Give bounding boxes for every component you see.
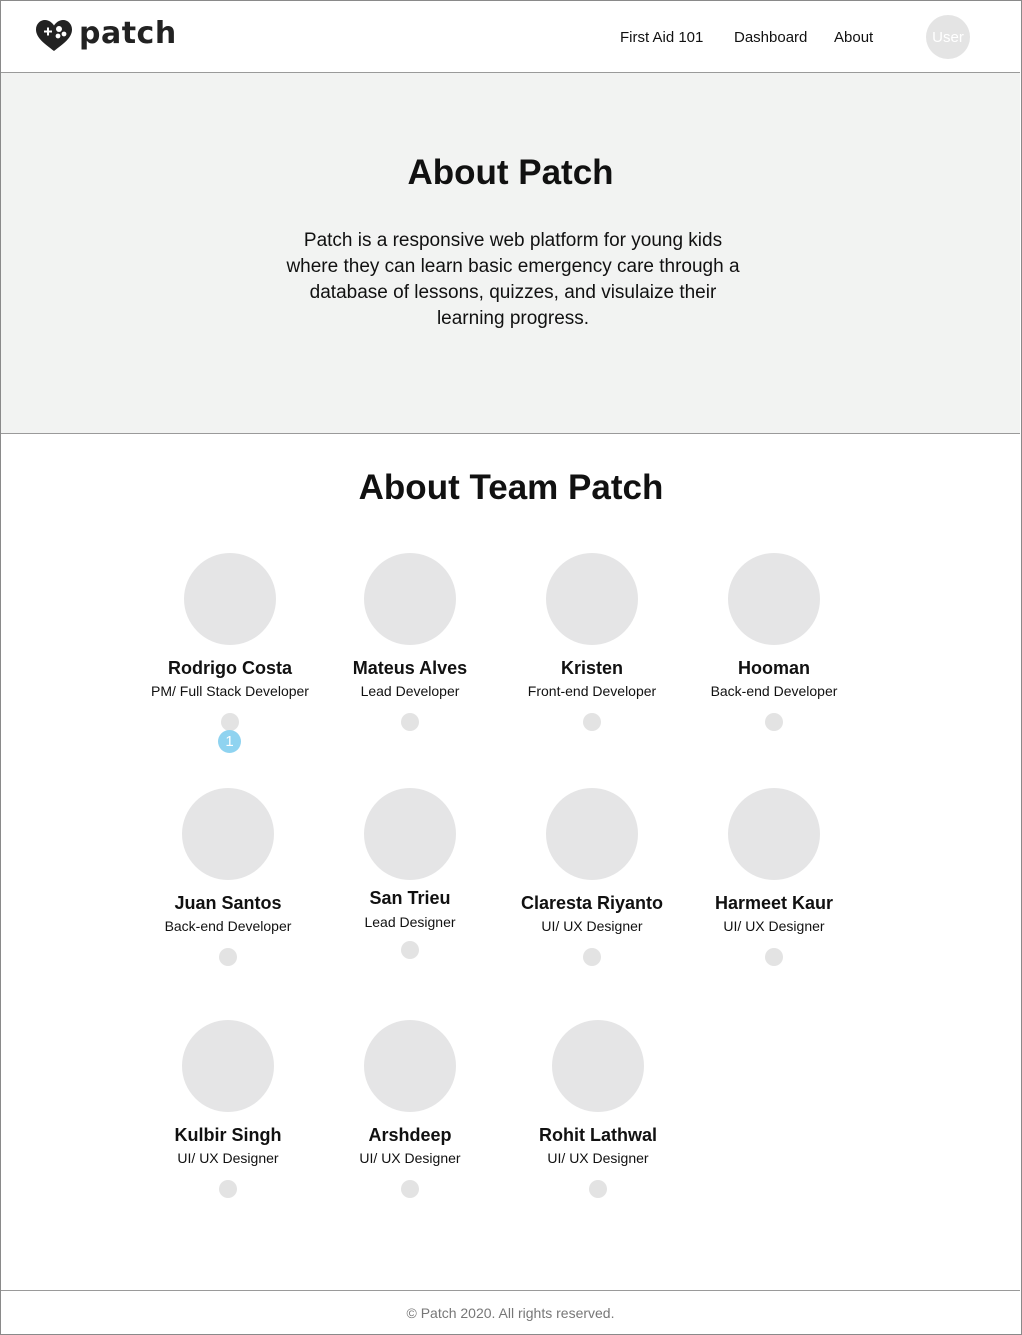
member-link-icon[interactable] <box>221 713 239 731</box>
member-link-icon[interactable] <box>765 713 783 731</box>
member-photo <box>728 553 820 645</box>
team-member-card <box>502 553 682 731</box>
nav-first-aid-101[interactable]: First Aid 101 <box>620 29 704 46</box>
member-role: UI/ UX Designer <box>547 1150 649 1166</box>
team-member-card <box>684 788 864 966</box>
member-name: Rodrigo Costa <box>168 658 292 678</box>
member-photo <box>182 788 274 880</box>
page-title: About Patch <box>407 153 614 192</box>
logo-text: patch <box>79 16 177 51</box>
member-role: Back-end Developer <box>710 683 838 699</box>
member-link-icon[interactable] <box>219 948 237 966</box>
member-photo <box>546 788 638 880</box>
member-role: Lead Developer <box>360 683 460 699</box>
team-member-card <box>508 1020 688 1198</box>
member-name: Harmeet Kaur <box>714 893 834 913</box>
member-link-icon[interactable] <box>583 948 601 966</box>
team-section-title: About Team Patch <box>358 468 664 507</box>
member-role: UI/ UX Designer <box>541 918 643 934</box>
member-link-icon[interactable] <box>401 1180 419 1198</box>
about-hero-section <box>1 73 1020 434</box>
member-role: Back-end Developer <box>164 918 292 934</box>
member-photo <box>182 1020 274 1112</box>
team-member-card <box>140 553 320 731</box>
team-member-card <box>320 788 500 959</box>
top-navbar <box>1 1 1020 73</box>
member-link-icon[interactable] <box>401 713 419 731</box>
team-member-card <box>138 788 318 966</box>
member-role: Lead Designer <box>364 914 456 930</box>
member-role: Front-end Developer <box>527 683 657 699</box>
member-photo <box>728 788 820 880</box>
member-photo <box>184 553 276 645</box>
member-photo <box>364 788 456 880</box>
member-name: Kristen <box>560 658 623 678</box>
logo[interactable] <box>35 16 177 53</box>
copyright-text: © Patch 2020. All rights reserved. <box>406 1305 615 1321</box>
member-name: Rohit Lathwal <box>539 1125 657 1145</box>
about-description: Patch is a responsive web platform for young kids where they can learn basic emergency care through a database of lessons, quizzes, and visulaize their learning progress. <box>286 230 740 329</box>
team-member-card <box>320 1020 500 1198</box>
nav-dashboard[interactable]: Dashboard <box>734 29 808 46</box>
member-photo <box>546 553 638 645</box>
member-link-icon[interactable] <box>583 713 601 731</box>
team-member-card <box>502 788 682 966</box>
member-name: Mateus Alves <box>352 658 468 678</box>
team-member-card <box>684 553 864 731</box>
user-avatar[interactable] <box>926 15 970 59</box>
notification-badge: 1 <box>218 730 241 753</box>
member-link-icon[interactable] <box>589 1180 607 1198</box>
member-name: Juan Santos <box>174 893 282 913</box>
member-name: Claresta Riyanto <box>520 893 664 913</box>
team-member-card <box>320 553 500 731</box>
member-link-icon[interactable] <box>765 948 783 966</box>
heart-logo-icon <box>35 19 73 53</box>
member-name: Kulbir Singh <box>174 1125 282 1145</box>
member-role: UI/ UX Designer <box>723 918 825 934</box>
team-member-card <box>138 1020 318 1198</box>
member-name: San Trieu <box>369 888 451 908</box>
member-link-icon[interactable] <box>219 1180 237 1198</box>
member-photo <box>552 1020 644 1112</box>
footer <box>1 1290 1020 1334</box>
member-role: UI/ UX Designer <box>359 1150 461 1166</box>
member-name: Arshdeep <box>368 1125 452 1145</box>
member-link-icon[interactable] <box>401 941 419 959</box>
member-name: Hooman <box>738 658 810 678</box>
member-photo <box>364 553 456 645</box>
nav-about[interactable]: About <box>834 29 874 46</box>
user-avatar-label: User <box>932 28 964 46</box>
member-role: PM/ Full Stack Developer <box>151 683 309 699</box>
member-photo <box>364 1020 456 1112</box>
member-role: UI/ UX Designer <box>177 1150 279 1166</box>
